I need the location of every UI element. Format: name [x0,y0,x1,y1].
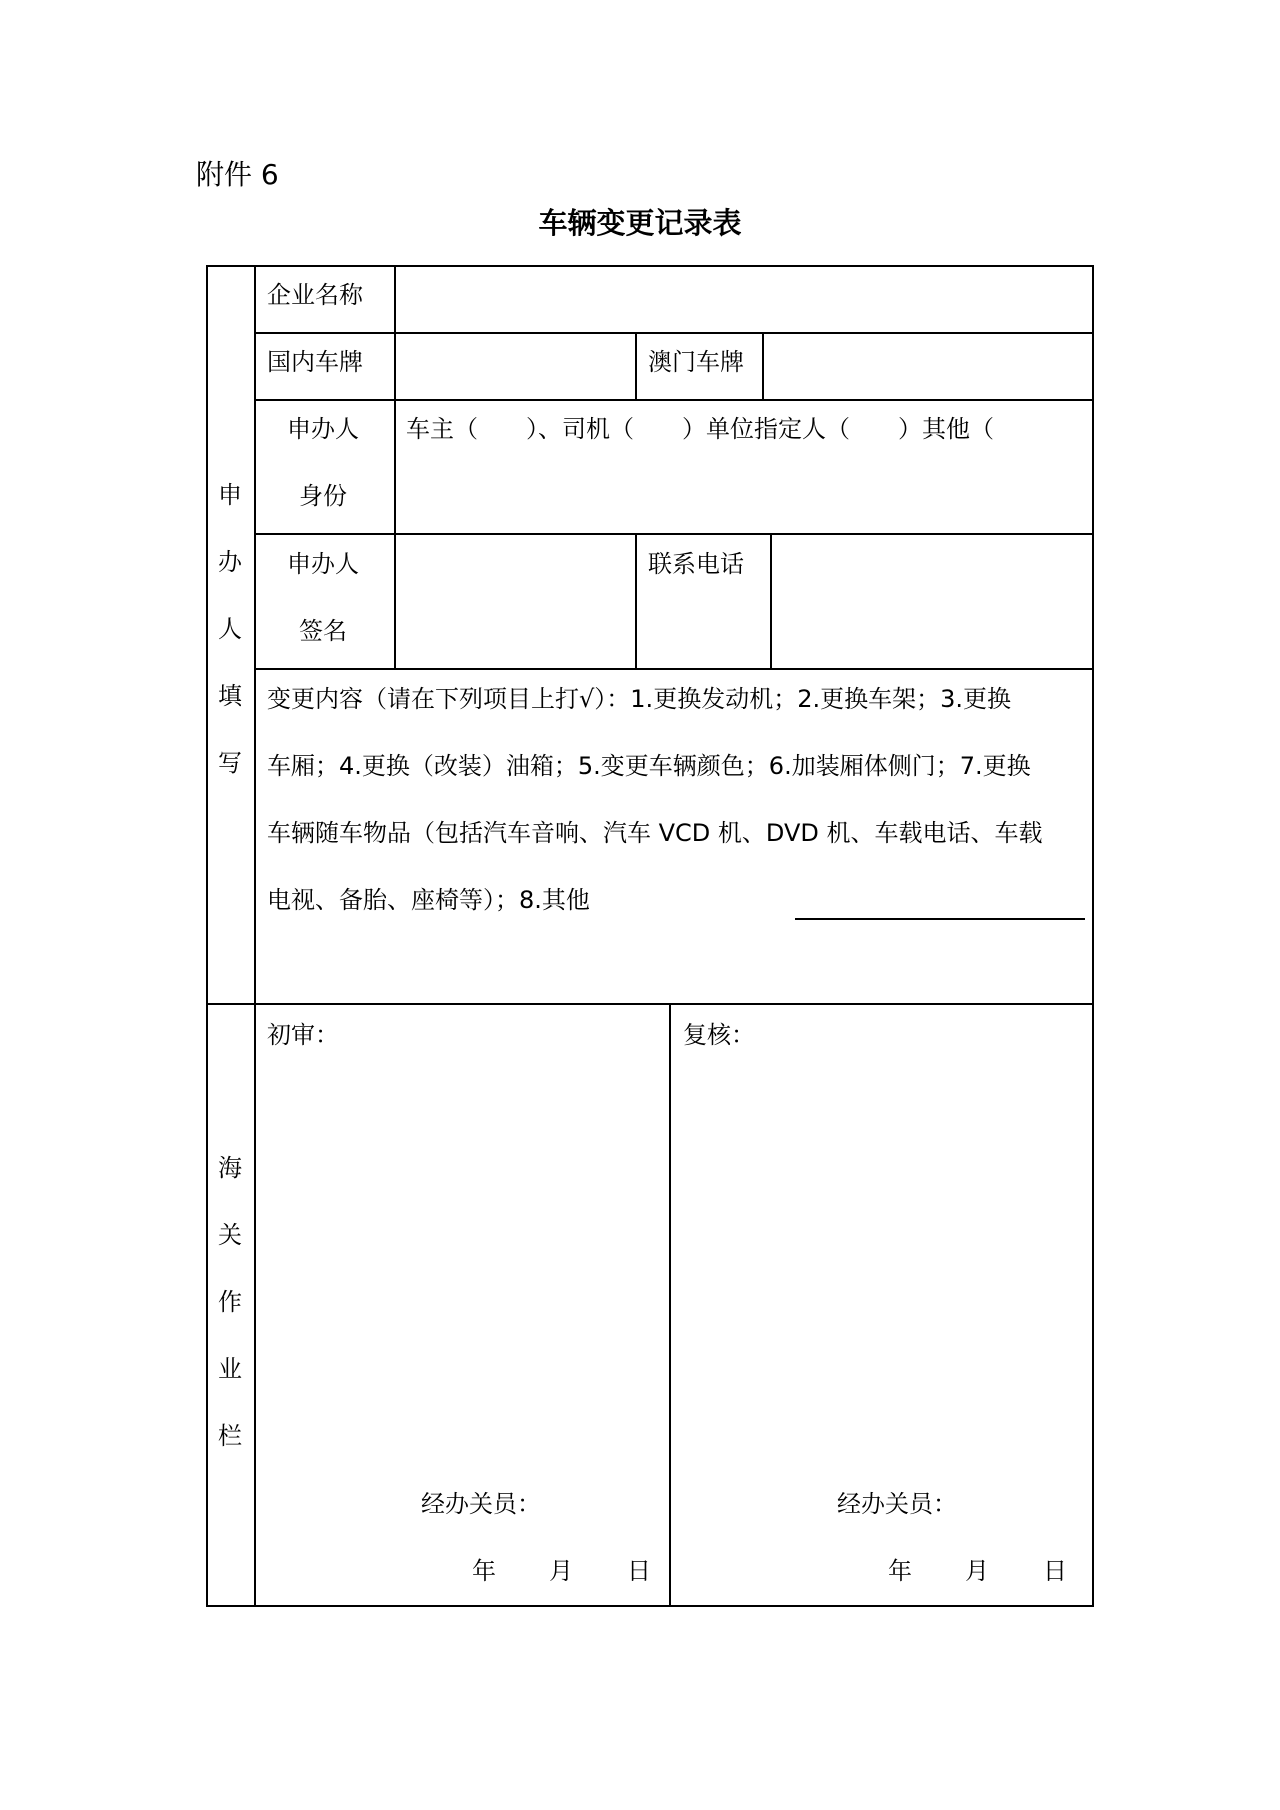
identity-options[interactable]: 车主（ ）、司机（ ）单位指定人（ ）其他（ [406,415,994,443]
attachment-label: 附件 6 [196,158,279,191]
section-divider [206,1003,1094,1005]
plate-divider-b [762,332,764,400]
recheck-date-month: 月 [965,1557,989,1585]
applicant-side-char: 办 [218,548,242,576]
signature-field[interactable] [406,549,628,649]
customs-side-char: 栏 [218,1422,242,1450]
customs-side-char: 关 [218,1221,242,1249]
row-divider-2 [254,399,1093,401]
table-border-bottom [206,1605,1094,1607]
domestic-plate-field[interactable] [406,347,628,387]
recheck-date-year: 年 [888,1557,912,1585]
change-content-line: 车辆随车物品（包括汽车音响、汽车 VCD 机、DVD 机、车载电话、车载 [267,819,1043,847]
other-underline[interactable] [795,918,1085,920]
initial-date-day: 日 [627,1557,651,1585]
recheck-officer-label: 经办关员： [837,1490,957,1518]
applicant-side-char: 写 [218,749,242,777]
initial-review-label: 初审： [267,1021,339,1049]
customs-side-char: 作 [218,1288,242,1316]
initial-officer-label: 经办关员： [421,1490,541,1518]
plate-divider-a [635,332,637,400]
phone-field[interactable] [782,549,1082,649]
phone-label: 联系电话 [648,550,744,578]
table-border-top [206,265,1094,267]
review-divider [669,1003,671,1606]
recheck-label: 复核： [683,1021,755,1049]
domestic-plate-label: 国内车牌 [267,348,363,376]
change-content-line: 变更内容（请在下列项目上打√）：1.更换发动机；2.更换车架；3.更换 [267,685,1011,713]
signature-label-line2: 签名 [299,617,347,645]
initial-date-month: 月 [549,1557,573,1585]
initial-date-year: 年 [472,1557,496,1585]
applicant-side-char: 填 [218,682,242,710]
side-column-divider [254,265,256,1606]
applicant-side-char: 人 [218,615,242,643]
phone-divider-a [635,533,637,669]
customs-side-label [206,1135,254,1470]
applicant-side-char: 申 [218,481,242,509]
table-border-right [1092,265,1094,1606]
label-column-divider [394,265,396,669]
customs-side-char: 海 [218,1154,242,1182]
company-name-field[interactable] [406,280,1086,320]
identity-label-line2: 身份 [299,482,347,510]
macau-plate-label: 澳门车牌 [648,348,744,376]
change-content-line: 电视、备胎、座椅等）；8.其他 [267,886,590,914]
customs-side-char: 业 [218,1355,242,1383]
row-divider-3 [254,533,1093,535]
phone-divider-b [770,533,772,669]
change-content-line: 车厢；4.更换（改装）油箱；5.变更车辆颜色；6.加装厢体侧门；7.更换 [267,752,1031,780]
row-divider-1 [254,332,1093,334]
identity-label-line1: 申办人 [287,415,359,443]
company-name-label: 企业名称 [267,281,363,309]
applicant-side-label [206,462,254,797]
signature-label-line1: 申办人 [287,550,359,578]
macau-plate-field[interactable] [774,347,1084,387]
form-title: 车辆变更记录表 [538,206,742,240]
row-divider-4 [254,668,1093,670]
recheck-date-day: 日 [1043,1557,1067,1585]
